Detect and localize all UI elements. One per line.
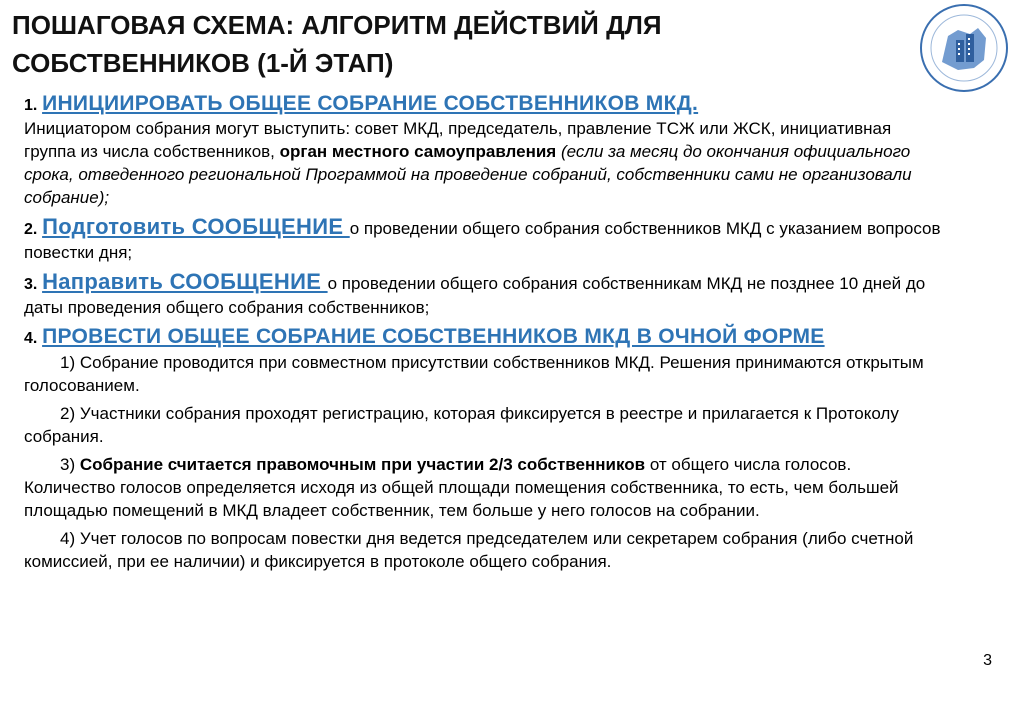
page-title	[12, 6, 912, 82]
step-text: Инициатором собрания могут выступить: совет МКД, председатель, правление ТСЖ или ЖСК, инициативная группа из числа собственников,	[24, 119, 892, 161]
step-text-bold: орган местного самоуправления	[279, 142, 557, 161]
substep-1: 1) Собрание проводится при совместном присутствии собственников МКД. Решения принимаются открытым голосованием.	[24, 353, 924, 395]
substep-3-bold: Собрание считается правомочным при участии 2/3 собственников	[79, 455, 646, 474]
substep-3-rest: от общего числа голосов. Количество голосов определяется исходя из общей площади помещения собственника, то есть, чем большей площадью помещений в МКД владеет собственник, тем больше у него голосов на собрании.	[24, 455, 899, 520]
steps-list	[24, 92, 944, 579]
step-4	[24, 325, 944, 573]
substep-2: 2) Участники собрания проходят регистрацию, которая фиксируется в реестре и прилагается к Протоколу собрания.	[24, 404, 899, 446]
step-text: о проведении общего собрания собственников МКД с указанием вопросов повестки дня;	[24, 219, 941, 262]
step-number: 3.	[24, 276, 38, 293]
step-heading: Подготовить СООБЩЕНИЕ	[42, 214, 350, 239]
step-number: 4.	[24, 330, 38, 347]
step-3	[24, 270, 944, 319]
step-heading: Направить СООБЩЕНИЕ	[42, 269, 328, 294]
step-text-italic: (если за месяц до окончания официального срока, отведенного региональной Программой на проведение собраний, собственники сами не организовали собрание);	[24, 142, 912, 207]
emblem-logo	[918, 2, 1010, 94]
step-heading: ИНИЦИИРОВАТЬ ОБЩЕЕ СОБРАНИЕ СОБСТВЕННИКОВ МКД.	[42, 92, 699, 115]
substep-4: 4) Учет голосов по вопросам повестки дня ведется председателем или секретарем собрания (либо счетной комиссией, при ее наличии) и фиксируется в протоколе общего собрания.	[24, 529, 914, 571]
step-2	[24, 215, 944, 264]
substep-3	[24, 453, 944, 522]
page-number: 3	[983, 652, 992, 669]
substep-3-prefix: 3)	[60, 455, 80, 474]
title-line-1: ПОШАГОВАЯ СХЕМА: АЛГОРИТМ ДЕЙСТВИЙ ДЛЯ	[12, 10, 662, 40]
step-1	[24, 92, 944, 209]
step-number: 1.	[24, 97, 38, 114]
title-line-2: СОБСТВЕННИКОВ (1-Й ЭТАП)	[12, 48, 394, 78]
step-heading: ПРОВЕСТИ ОБЩЕЕ СОБРАНИЕ СОБСТВЕННИКОВ МКД В ОЧНОЙ ФОРМЕ	[42, 325, 825, 348]
step-number: 2.	[24, 221, 38, 238]
step-text: о проведении общего собрания собственникам МКД не позднее 10 дней до даты проведения общего собрания собственников;	[24, 274, 926, 317]
